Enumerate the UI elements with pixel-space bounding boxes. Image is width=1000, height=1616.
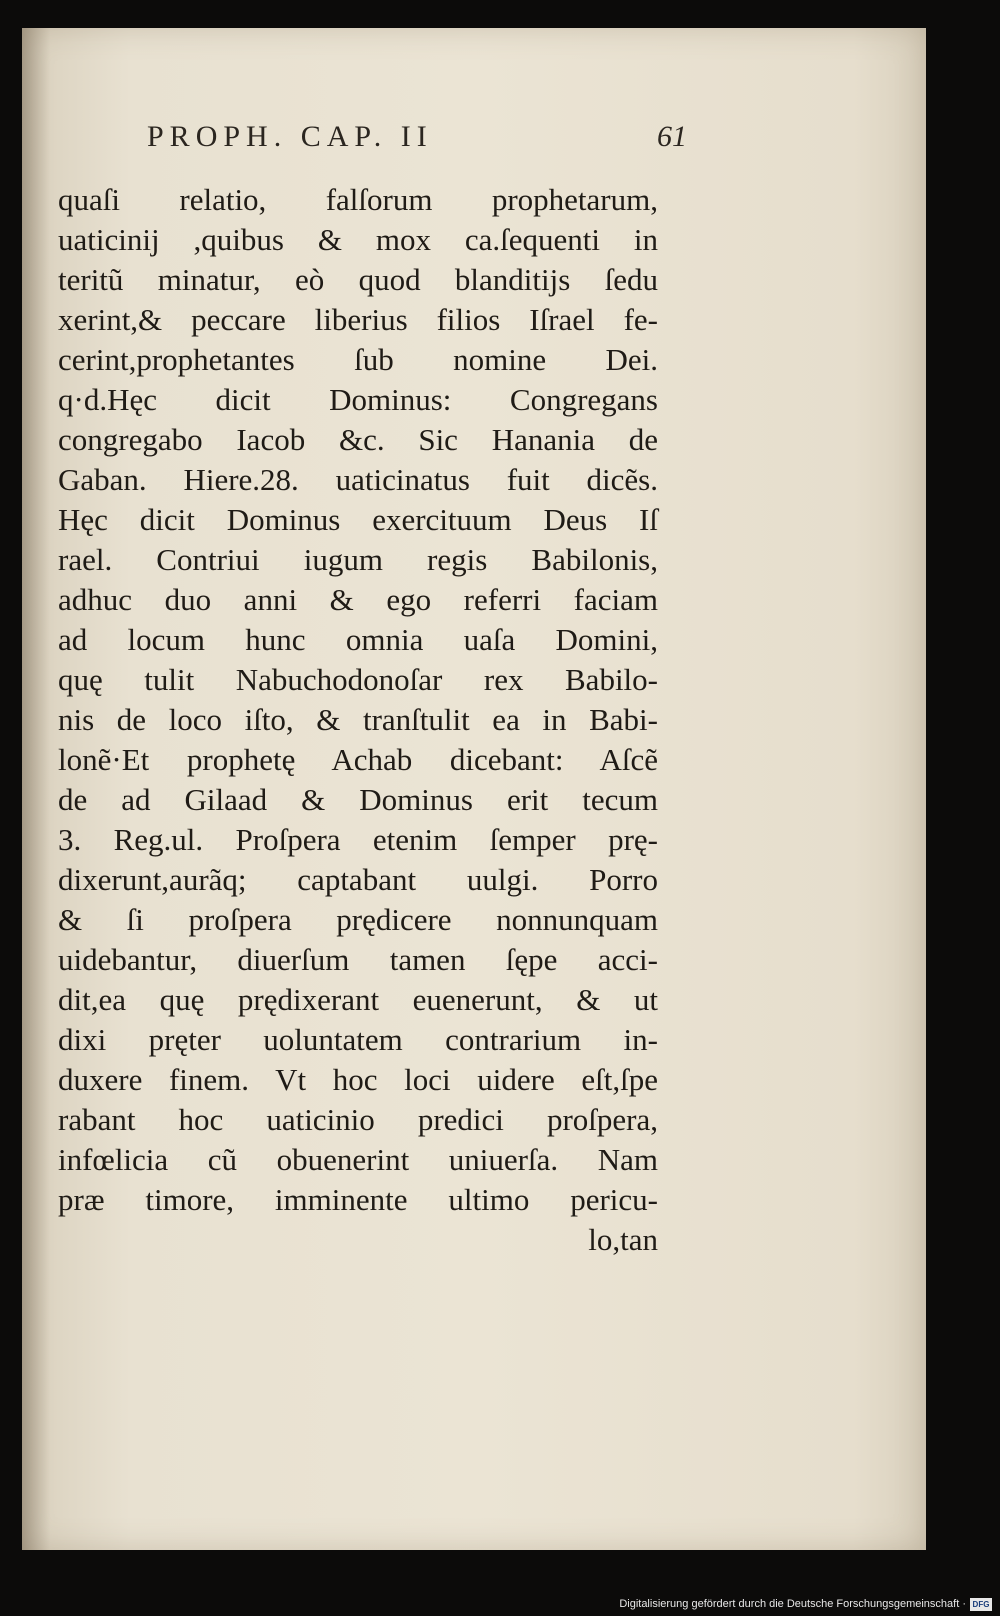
funding-credit: Digitalisierung gefördert durch die Deutsche Forschungsgemeinschaft ·	[619, 1598, 966, 1610]
text-line: de ad Gilaad & Dominus erit tecum	[58, 782, 658, 817]
running-head-title: PROPH. CAP. II	[147, 120, 433, 153]
text-line: adhuc duo anni & ego referri faciam	[58, 582, 658, 617]
page-gutter-shadow	[22, 28, 50, 1550]
text-line: teritũ minatur, eò quod blanditijs ſedu	[58, 262, 658, 297]
page-number: 61	[657, 120, 687, 153]
text-line: duxere finem. Vt hoc loci uidere eſt,ſpe	[58, 1062, 658, 1097]
text-line: dixerunt,aurãq; captabant uulgi. Porro	[58, 862, 658, 897]
dfg-logo-icon: DFG	[970, 1598, 992, 1611]
text-line: xerint,& peccare liberius filios Iſrael fe-	[58, 302, 658, 337]
text-line: lonẽ·Et prophetę Achab dicebant: Aſcẽ	[58, 742, 658, 777]
text-line: cerint,prophetantes ſub nomine Dei.	[58, 342, 658, 377]
body-text	[58, 180, 658, 1260]
text-line: rabant hoc uaticinio predici proſpera,	[58, 1102, 658, 1137]
text-line: congregabo Iacob &c. Sic Hanania de	[58, 422, 658, 457]
text-line: nis de loco iſto, & tranſtulit ea in Babi-	[58, 702, 658, 737]
text-line: rael. Contriui iugum regis Babilonis,	[58, 542, 658, 577]
book-page	[22, 28, 926, 1550]
text-line: 3. Reg.ul. Proſpera etenim ſemper prę-	[58, 822, 658, 857]
text-line: ad locum hunc omnia uaſa Domini,	[58, 622, 658, 657]
text-line: uidebantur, diuerſum tamen ſępe acci-	[58, 942, 658, 977]
text-line: & ſi proſpera prędicere nonnunquam	[58, 902, 658, 937]
footer-bar	[0, 1588, 1000, 1616]
text-line: dixi pręter uoluntatem contrarium in-	[58, 1022, 658, 1057]
text-line: Gaban. Hiere.28. uaticinatus fuit dicẽs.	[58, 462, 658, 497]
text-line: dit,ea quę prędixerant euenerunt, & ut	[58, 982, 658, 1017]
text-line: præ timore, imminente ultimo pericu-	[58, 1182, 658, 1217]
text-line: quę tulit Nabuchodonoſar rex Babilo-	[58, 662, 658, 697]
text-line: infœlicia cũ obuenerint uniuerſa. Nam	[58, 1142, 658, 1177]
text-line: q·d.Hęc dicit Dominus: Congregans	[58, 382, 658, 417]
catchword: lo,tan	[588, 1222, 658, 1257]
text-line: Hęc dicit Dominus exercituum Deus Iſ	[58, 502, 658, 537]
text-line: uaticinij ,quibus & mox ca.ſequenti in	[58, 222, 658, 257]
text-line: quaſi relatio, falſorum prophetarum,	[58, 182, 658, 217]
